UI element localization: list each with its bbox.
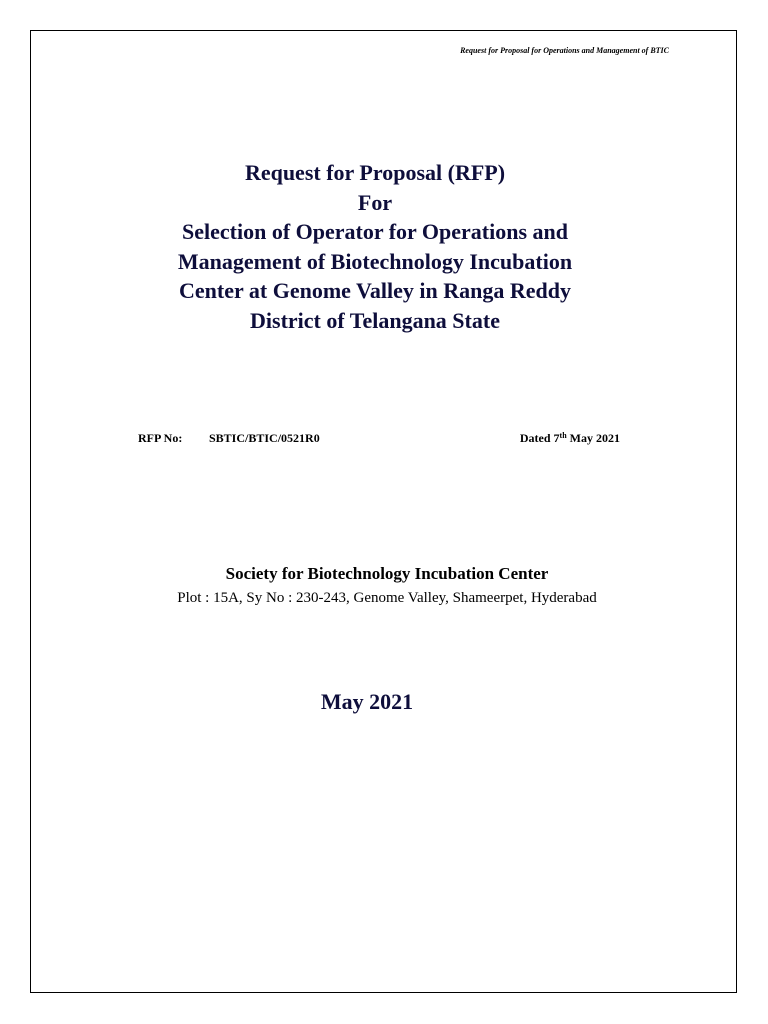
rfp-dated-prefix: Dated 7	[519, 431, 560, 445]
rfp-number-label: RFP No:	[138, 431, 183, 445]
rfp-number-value: SBTIC/BTIC/0521R0	[209, 431, 320, 445]
title-line: Selection of Operator for Operations and	[182, 219, 568, 244]
title-line: For	[357, 189, 393, 215]
organization-address: Plot : 15A, Sy No : 230-243, Genome Valley, Shameerpet, Hyderabad	[177, 590, 597, 606]
title-line: District of Telangana State	[250, 307, 500, 333]
organization-name: Society for Biotechnology Incubation Center	[225, 564, 549, 583]
title-line: Management of Biotechnology Incubation	[177, 248, 573, 274]
document-date: May 2021	[320, 689, 414, 714]
rfp-dated-superscript: th	[559, 431, 567, 440]
title-line: Request for Proposal (RFP)	[244, 160, 506, 185]
document-title	[0, 158, 750, 335]
rfp-dated-suffix: May 2021	[566, 431, 620, 445]
rfp-dated	[520, 431, 620, 446]
title-line: Center at Genome Valley in Ranga Reddy	[179, 278, 571, 303]
running-header: Request for Proposal for Operations and Management of BTIC	[460, 46, 669, 55]
